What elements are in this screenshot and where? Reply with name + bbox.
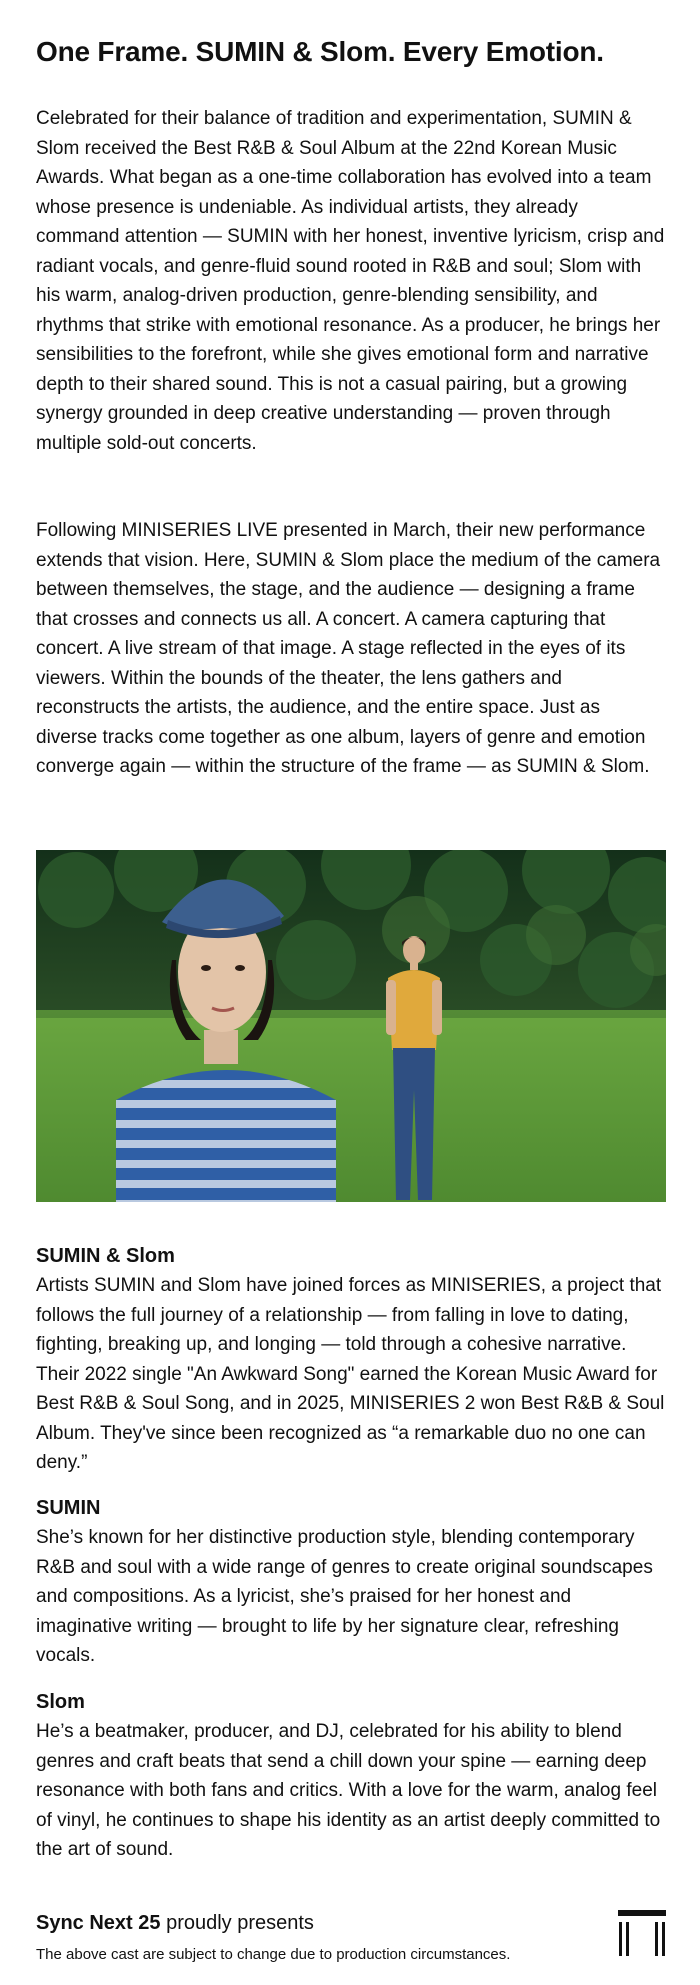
intro-paragraph-2: Following MINISERIES LIVE presented in March, their new performance extends that vision. Here, SUMIN & Slom place the medium of the camera between themselves, the stage, and the audience — designing a frame that crosses and connects us all. A concert. A camera capturing that concert. A live stream of that image. A stage reflected in the eyes of its viewers. Within the bounds of the theater, the lens gathers and reconstructs the artists, the audience, and the entire space. Just as diverse tracks come together as one album, layers of genre and emotion converge again — within the structure of the frame — as SUMIN & Slom. <box>36 520 661 777</box>
sync-next-logo-icon-graphic <box>618 1910 666 1958</box>
bio-text-slom: He’s a beatmaker, producer, and DJ, celebrated for his ability to blend genres and craft beats that send a chill down your spine — earning deep resonance with both fans and critics. With a love for the warm, analog feel of vinyl, he continues to shape his identity as an artist deeply committed to the art of sound. <box>36 1721 661 1860</box>
presenter-brand: Sync Next 25 <box>36 1912 161 1934</box>
intro-paragraph-1: Celebrated for their balance of tradition and experimentation, SUMIN & Slom received the Best R&B & Soul Album at the 22nd Korean Music Awards. What began as a one-time collaboration has evolved into a team whose presence is undeniable. As individual artists, they already command attention — SUMIN with her honest, inventive lyricism, crisp and radiant vocals, and genre-fluid sound rooted in R&B and soul; Slom with his warm, analog-driven production, genre-blending sensibility, and rhythms that strike with emotional resonance. As a producer, he brings her sensibilities to the forefront, while she gives emotional form and narrative depth to their shared sound. This is not a casual pairing, but a growing synergy grounded in deep creative understanding — proven through multiple sold-out concerts. <box>36 108 665 454</box>
bio-text-sumin: She’s known for her distinctive production style, blending contemporary R&B and soul with a wide range of genres to create original soundscapes and compositions. As a lyricist, she’s praised for her honest and imaginative writing — brought to life by her signature clear, refreshing vocals. <box>36 1527 653 1666</box>
page-title: One Frame. SUMIN & Slom. Every Emotion. <box>36 36 604 67</box>
artist-photo <box>36 850 666 1202</box>
presenter-line <box>36 1908 314 1938</box>
presenter-suffix: proudly presents <box>160 1912 314 1934</box>
bio-heading-duo: SUMIN & Slom <box>36 1245 175 1267</box>
bio-heading-sumin: SUMIN <box>36 1497 101 1519</box>
bio-sumin-and-slom <box>36 1242 666 1478</box>
bio-heading-slom: Slom <box>36 1691 85 1713</box>
sync-next-logo-icon <box>618 1910 666 1958</box>
bio-sumin <box>36 1494 666 1671</box>
cast-disclaimer: The above cast are subject to change due to production circumstances. <box>36 1946 511 1963</box>
bio-slom <box>36 1688 666 1865</box>
bio-text-duo: Artists SUMIN and Slom have joined forces as MINISERIES, a project that follows the full journey of a relationship — from falling in love to dating, fighting, breaking up, and longing — told through a cohesive narrative. Their 2022 single "An Awkward Song" earned the Korean Music Award for Best R&B & Soul Song, and in 2025, MINISERIES 2 won Best R&B & Soul Album. They've since been recognized as “a remarkable duo no one can deny.” <box>36 1275 665 1473</box>
artist-photo-illustration <box>36 850 666 1202</box>
